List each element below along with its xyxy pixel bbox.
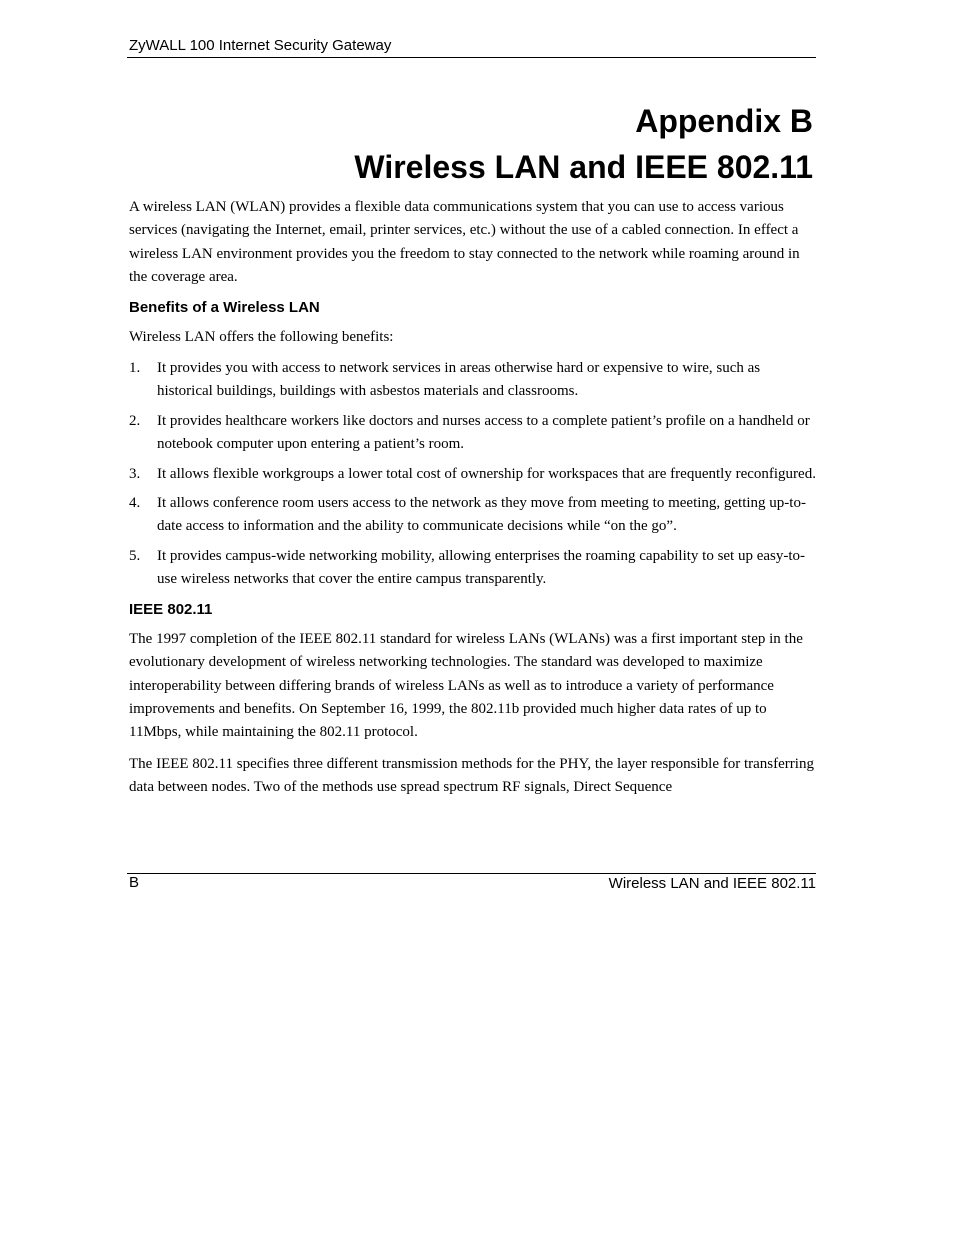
footer-rule: [127, 873, 816, 874]
page-title: [354, 98, 813, 190]
benefits-lead: Wireless LAN offers the following benefits:: [129, 328, 394, 345]
title-line-1: Appendix B: [635, 103, 813, 139]
list-item-text: It allows flexible workgroups a lower total cost of ownership for workspaces that are frequently reconfigured.: [157, 465, 816, 482]
benefits-heading: Benefits of a Wireless LAN: [129, 298, 320, 316]
list-item-number: 1.: [129, 360, 141, 377]
ieee-heading: IEEE 802.11: [129, 600, 213, 618]
title-line-2: Wireless LAN and IEEE 802.11: [354, 149, 813, 185]
list-item: [129, 463, 816, 486]
list-item-number: 2.: [129, 412, 141, 429]
list-item-number: 5.: [129, 547, 141, 564]
list-item-text: It allows conference room users access to the network as they move from meeting to meeting, getting up-to-date access to information and the ability to communicate decisions while “on the go”.: [157, 495, 806, 535]
ieee-paragraph-1: The 1997 completion of the IEEE 802.11 standard for wireless LANs (WLANs) was a first important step in the evolutionary development of wireless networking technologies. The standard was developed to maximize interoperability between differing brands of wireless LANs as well as to introduce a variety of performance improvements and benefits. On September 16, 1999, the 802.11b provided much higher data rates of up to 11Mbps, while maintaining the 802.11 protocol.: [129, 630, 803, 741]
header-rule: [127, 57, 816, 58]
list-item-number: 4.: [129, 495, 141, 512]
benefits-list: [129, 357, 816, 592]
footer-page-label: B: [129, 874, 140, 891]
list-item: [129, 410, 816, 457]
list-item: [129, 357, 816, 404]
list-item-number: 3.: [129, 465, 141, 482]
body-content: [129, 196, 816, 808]
footer-chapter-title: Wireless LAN and IEEE 802.11: [608, 875, 816, 892]
list-item-text: It provides campus-wide networking mobility, allowing enterprises the roaming capability to set up easy-to-use wireless networks that cover the entire campus transparently.: [157, 547, 806, 588]
list-item-text: It provides healthcare workers like doctors and nurses access to a complete patient’s profile on a handheld or notebook computer upon entering a patient’s room.: [157, 412, 810, 453]
intro-paragraph: A wireless LAN (WLAN) provides a flexible data communications system that you can use to access various services (navigating the Internet, email, printer services, etc.) without the use of a cabled connection. In effect a wireless LAN environment provides you the freedom to stay connected to the network while roaming around in the coverage area.: [129, 199, 800, 286]
list-item-text: It provides you with access to network services in areas otherwise hard or expensive to wire, such as historical buildings, buildings with asbestos materials and classrooms.: [157, 360, 761, 400]
running-header: ZyWALL 100 Internet Security Gateway: [129, 37, 392, 54]
list-item: [129, 492, 816, 539]
ieee-paragraph-2: The IEEE 802.11 specifies three different transmission methods for the PHY, the layer responsible for transferring data between nodes. Two of the methods use spread spectrum RF signals, Direct Sequence: [129, 755, 814, 796]
list-item: [129, 545, 816, 592]
